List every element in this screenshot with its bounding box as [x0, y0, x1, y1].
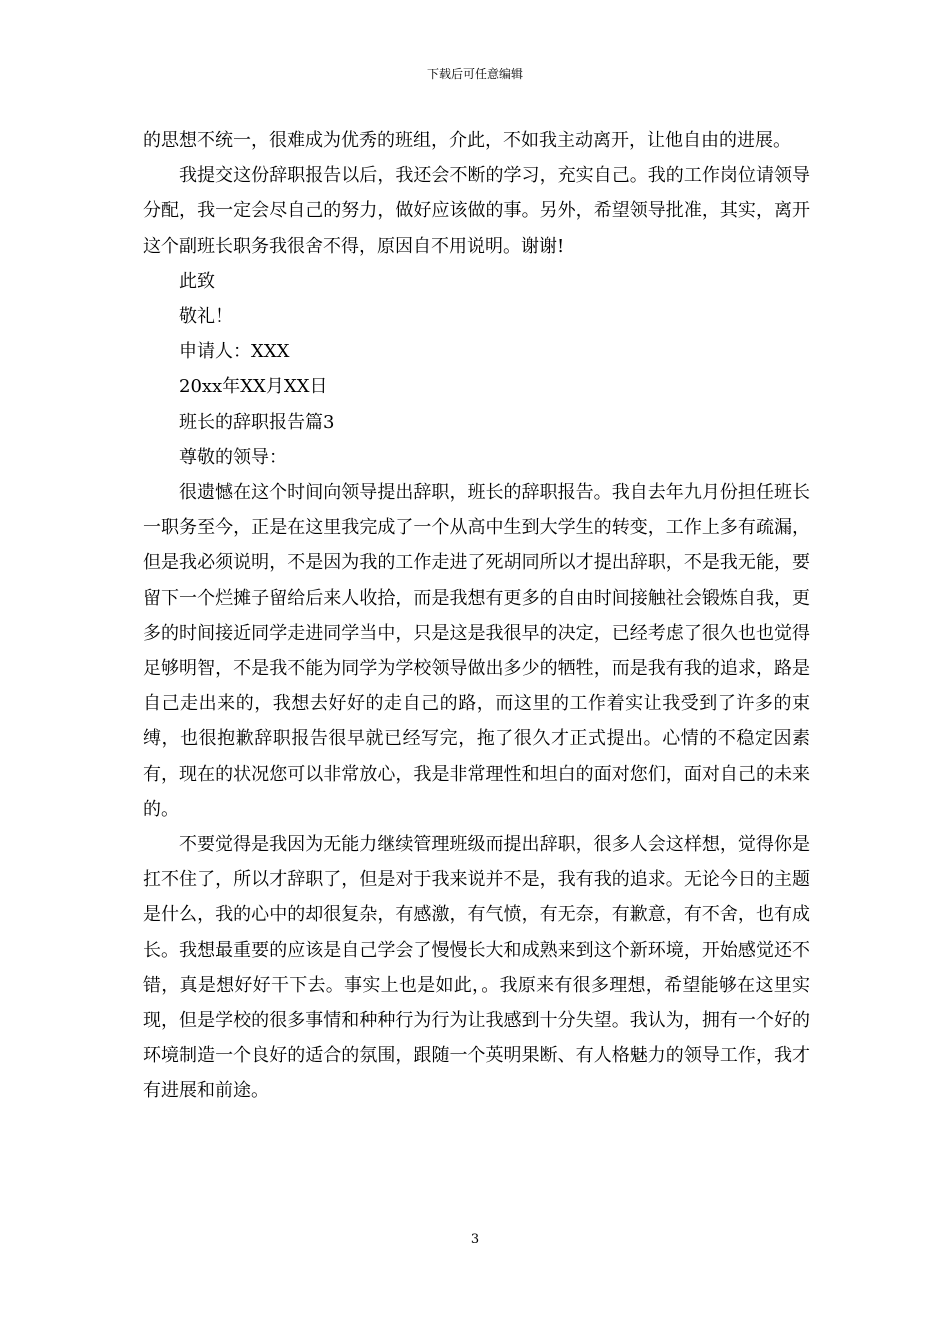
document-body [143, 123, 810, 1109]
date-line: 20xx年XX月XX日 [179, 376, 328, 398]
paragraph-3: 不要觉得是我因为无能力继续管理班级而提出辞职，很多人会这样想，觉得你是扛不住了，所以才辞职了，但是对于我来说并不是，我有我的追求。无论今日的主题是什么，我的心中的却很复杂，有感激，有气愤，有无奈，有歉意，有不舍，也有成长。我想最重要的应该是自己学会了慢慢长大和成熟来到这个新环境，开始感觉还不错，真是想好好干下去。事实上也是如此，。我原来有很多理想，希望能够在这里实现，但是学校的很多事情和种种行为行为让我感到十分失望。我认为，拥有一个好的环境制造一个良好的适合的氛围，跟随一个英明果断、有人格魅力的领导工作，我才有进展和前途。 [143, 834, 810, 1102]
salutation: 尊敬的领导： [179, 446, 287, 468]
applicant-line: 申请人：XXX [179, 341, 290, 363]
closing-line-1: 此致 [179, 270, 215, 292]
paragraph-2: 很遗憾在这个时间向领导提出辞职，班长的辞职报告。我自去年九月份担任班长一职务至今，正是在这里我完成了一个从高中生到大学生的转变，工作上多有疏漏，但是我必须说明，不是因为我的工作走进了死胡同所以才提出辞职，不是我无能，要留下一个烂摊子留给后来人收拾，而是我想有更多的自由时间接触社会锻炼自我，更多的时间接近同学走进同学当中，只是这是我很早的决定，已经考虑了很久也也觉得足够明智，不是我不能为同学为学校领导做出多少的牺牲，而是我有我的追求，路是自己走出来的，我想去好好的走自己的路，而这里的工作着实让我受到了许多的束缚，也很抱歉辞职报告很早就已经写完，拖了很久才正式提出。心情的不稳定因素有，现在的状况您可以非常放心，我是非常理性和坦白的面对您们，面对自己的未来的。 [143, 482, 810, 820]
section-title: 班长的辞职报告篇3 [179, 411, 335, 433]
page-header: 下载后可任意编辑 [426, 67, 523, 81]
page-number: 3 [470, 1232, 480, 1247]
continued-paragraph: 的思想不统一，很难成为优秀的班组，介此，不如我主动离开，让他自由的进展。 [143, 130, 791, 151]
closing-line-2: 敬礼！ [179, 306, 233, 328]
paragraph-1: 我提交这份辞职报告以后，我还会不断的学习，充实自己。我的工作岗位请领导分配，我一定会尽自己的努力，做好应该做的事。另外，希望领导批准，其实，离开这个副班长职务我很舍不得，原因自不用说明。谢谢! [143, 165, 810, 257]
